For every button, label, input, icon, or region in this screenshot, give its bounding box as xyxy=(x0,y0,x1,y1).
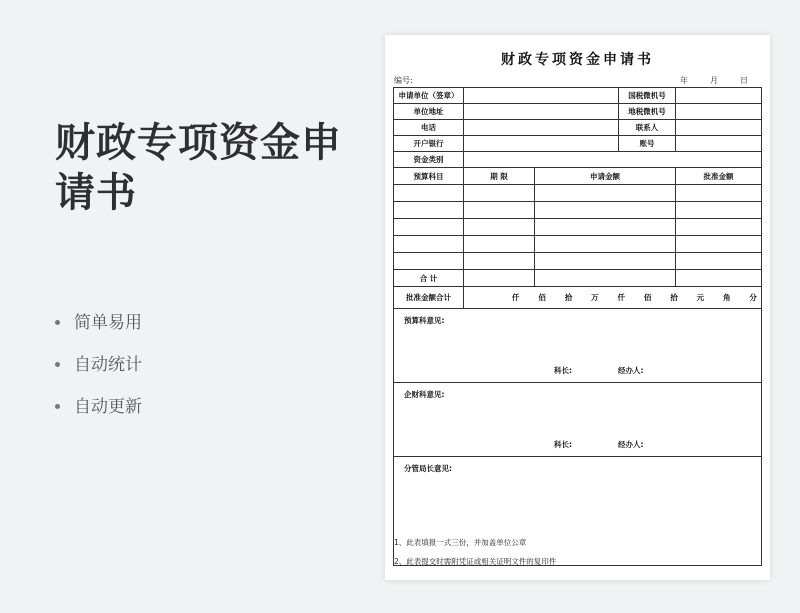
document-title: 财政专项资金申请书 xyxy=(501,52,654,68)
feature-item: 自动统计 xyxy=(55,352,142,394)
table-row xyxy=(394,236,762,253)
table-row xyxy=(394,185,762,202)
phone-field[interactable] xyxy=(464,120,619,136)
total-row: 合 计 xyxy=(394,270,762,287)
amount-units[interactable]: 仟 佰 拾 万 仟 佰 拾 元 角 分 xyxy=(464,287,762,309)
bullet-icon xyxy=(55,404,60,409)
table-row: 电话 联系人 xyxy=(394,120,762,136)
budget-header-row: 预算科目 期 限 申请金额 批准金额 xyxy=(394,168,762,185)
bank-field[interactable] xyxy=(464,136,619,152)
table-row xyxy=(394,253,762,270)
approved-total-row: 批准金额合计 仟 佰 拾 万 仟 佰 拾 元 角 分 xyxy=(394,287,762,309)
contact-field[interactable] xyxy=(676,120,762,136)
table-row: 资金类别 xyxy=(394,152,762,168)
table-row xyxy=(394,219,762,236)
feature-list xyxy=(55,310,142,436)
account-field[interactable] xyxy=(676,136,762,152)
local-tax-field[interactable] xyxy=(676,104,762,120)
national-tax-field[interactable] xyxy=(676,88,762,104)
table-row xyxy=(394,202,762,219)
table-row: 单位地址 地税微机号 xyxy=(394,104,762,120)
serial-label: 编号: xyxy=(394,76,413,85)
opinion-row-budget: 预算科意见: 科长: 经办人: xyxy=(394,309,762,383)
fund-type-field[interactable] xyxy=(464,152,762,168)
note-1: 1、此表填报一式三份，并加盖单位公章 xyxy=(394,538,527,547)
document-sheet xyxy=(385,35,770,580)
address-field[interactable] xyxy=(464,104,619,120)
feature-item: 简单易用 xyxy=(55,310,142,352)
bullet-icon xyxy=(55,320,60,325)
opinion-row-director: 分管局长意见: xyxy=(394,457,762,566)
bullet-icon xyxy=(55,362,60,367)
promo-title: 财政专项资金申请书 xyxy=(55,120,342,216)
table-row: 开户银行 账号 xyxy=(394,136,762,152)
opinion-row-enterprise: 企财科意见: 科长: 经办人: xyxy=(394,383,762,457)
feature-item: 自动更新 xyxy=(55,394,142,436)
applicant-field[interactable] xyxy=(464,88,619,104)
table-row: 申请单位（签章） 国税微机号 xyxy=(394,88,762,104)
note-2: 2、此表提交时需附凭证或相关证明文件的复印件 xyxy=(394,557,557,566)
date-labels: 年 月 日 xyxy=(680,76,748,85)
application-form-table xyxy=(393,87,762,566)
